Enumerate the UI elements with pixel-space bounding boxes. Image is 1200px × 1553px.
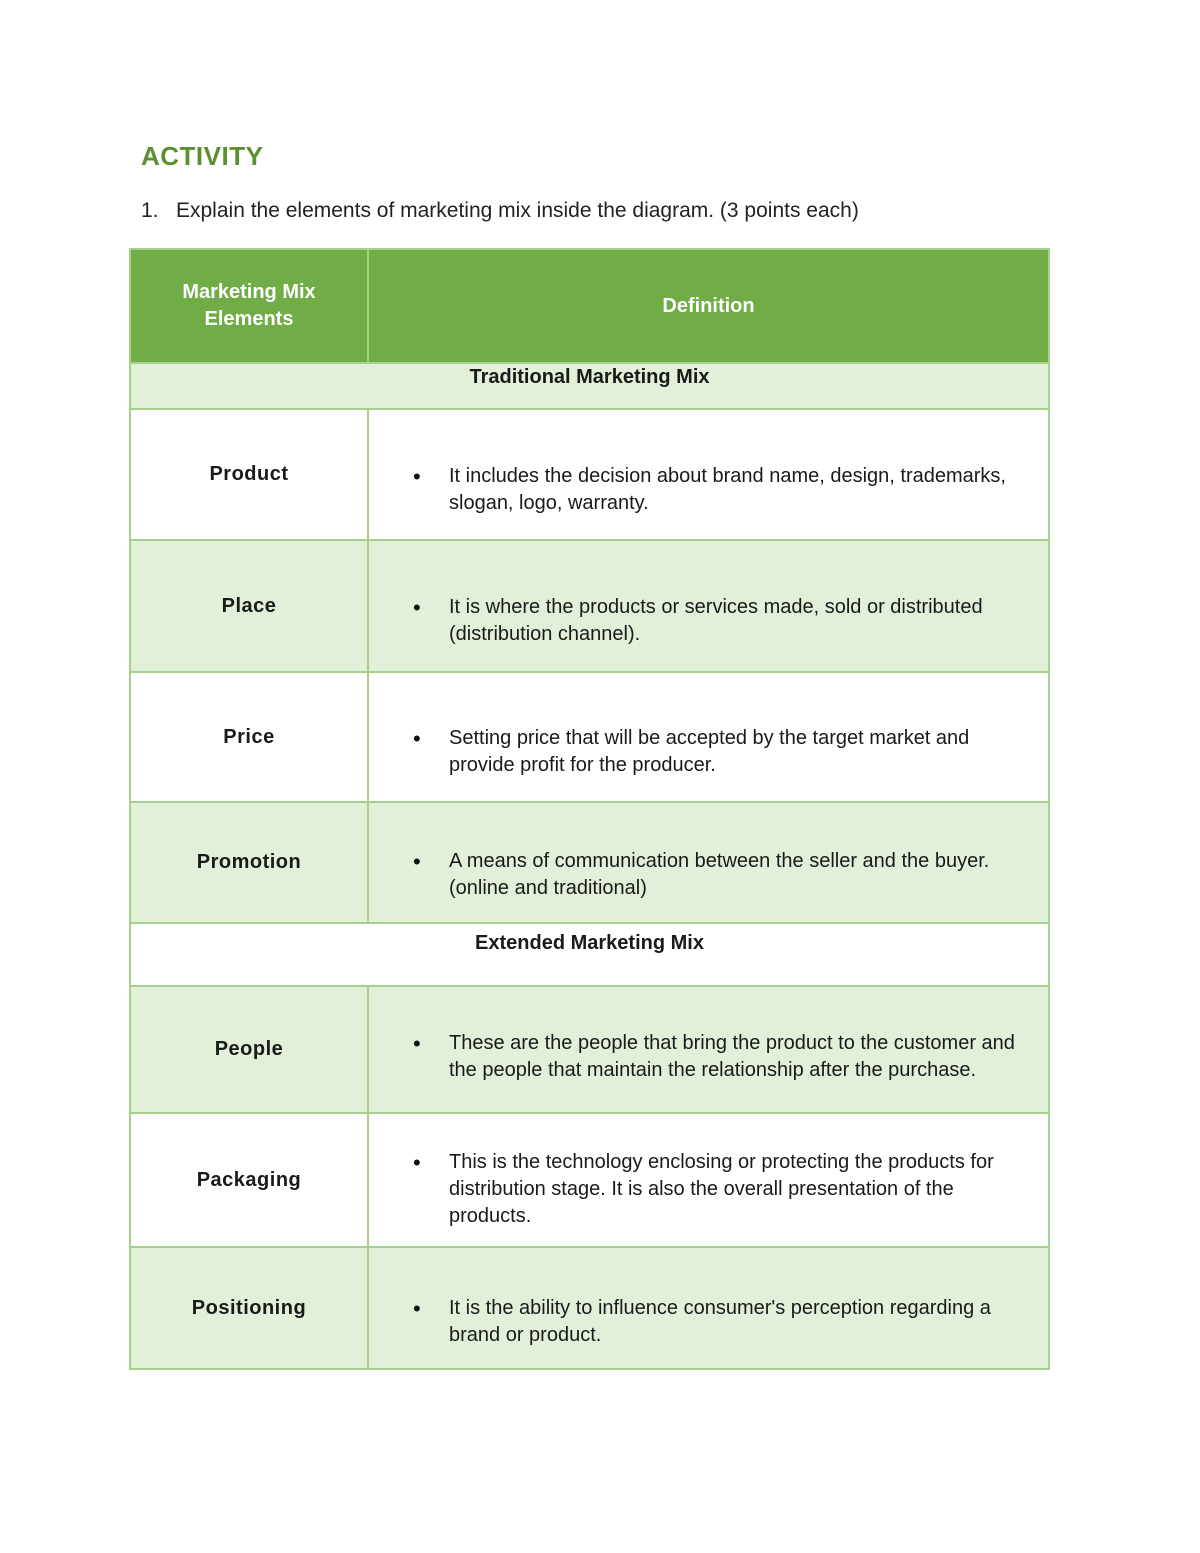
table-header-row bbox=[130, 249, 1049, 363]
instruction bbox=[141, 199, 859, 223]
header-definition: Definition bbox=[368, 249, 1049, 363]
element-promotion: Promotion bbox=[130, 802, 368, 923]
table-row bbox=[130, 1113, 1049, 1247]
definition-cell bbox=[368, 540, 1049, 672]
section-title-traditional: Traditional Marketing Mix bbox=[130, 363, 1049, 409]
element-product: Product bbox=[130, 409, 368, 540]
element-people: People bbox=[130, 986, 368, 1113]
section-traditional bbox=[130, 363, 1049, 409]
definition-promotion: • A means of communication between the seller and the buyer. (online and traditional) bbox=[413, 848, 1038, 902]
definition-people: • These are the people that bring the product to the customer and the people that maintain the relationship after the purchase. bbox=[413, 1030, 1038, 1084]
activity-heading: ACTIVITY bbox=[141, 141, 264, 171]
section-extended bbox=[130, 923, 1049, 986]
header-elements-line1: Marketing Mix bbox=[182, 281, 316, 303]
element-packaging: Packaging bbox=[130, 1113, 368, 1247]
definition-cell bbox=[368, 1113, 1049, 1247]
instruction-text: Explain the elements of marketing mix inside the diagram. (3 points each) bbox=[176, 199, 859, 222]
definition-cell bbox=[368, 672, 1049, 802]
table-row bbox=[130, 986, 1049, 1113]
element-place: Place bbox=[130, 540, 368, 672]
instruction-number: 1. bbox=[141, 199, 159, 222]
definition-cell bbox=[368, 986, 1049, 1113]
table-row bbox=[130, 540, 1049, 672]
definition-packaging: • This is the technology enclosing or protecting the products for distribution stage. It is also the overall presentation of the products. bbox=[413, 1149, 1038, 1230]
definition-cell bbox=[368, 1247, 1049, 1369]
definition-positioning: • It is the ability to influence consumer's perception regarding a brand or product. bbox=[413, 1295, 1038, 1349]
header-elements-line2: Elements bbox=[204, 308, 294, 330]
table-row bbox=[130, 409, 1049, 540]
table-row bbox=[130, 1247, 1049, 1369]
definition-price: • Setting price that will be accepted by the target market and provide profit for the producer. bbox=[413, 725, 1038, 779]
table-row bbox=[130, 802, 1049, 923]
element-positioning: Positioning bbox=[130, 1247, 368, 1369]
definition-place: • It is where the products or services made, sold or distributed (distribution channel). bbox=[413, 594, 1038, 648]
header-elements bbox=[130, 249, 368, 363]
definition-product: • It includes the decision about brand name, design, trademarks, slogan, logo, warranty. bbox=[413, 463, 1038, 517]
marketing-mix-table bbox=[129, 248, 1050, 1370]
definition-cell bbox=[368, 802, 1049, 923]
definition-cell bbox=[368, 409, 1049, 540]
section-title-extended: Extended Marketing Mix bbox=[130, 923, 1049, 986]
element-price: Price bbox=[130, 672, 368, 802]
table-row bbox=[130, 672, 1049, 802]
